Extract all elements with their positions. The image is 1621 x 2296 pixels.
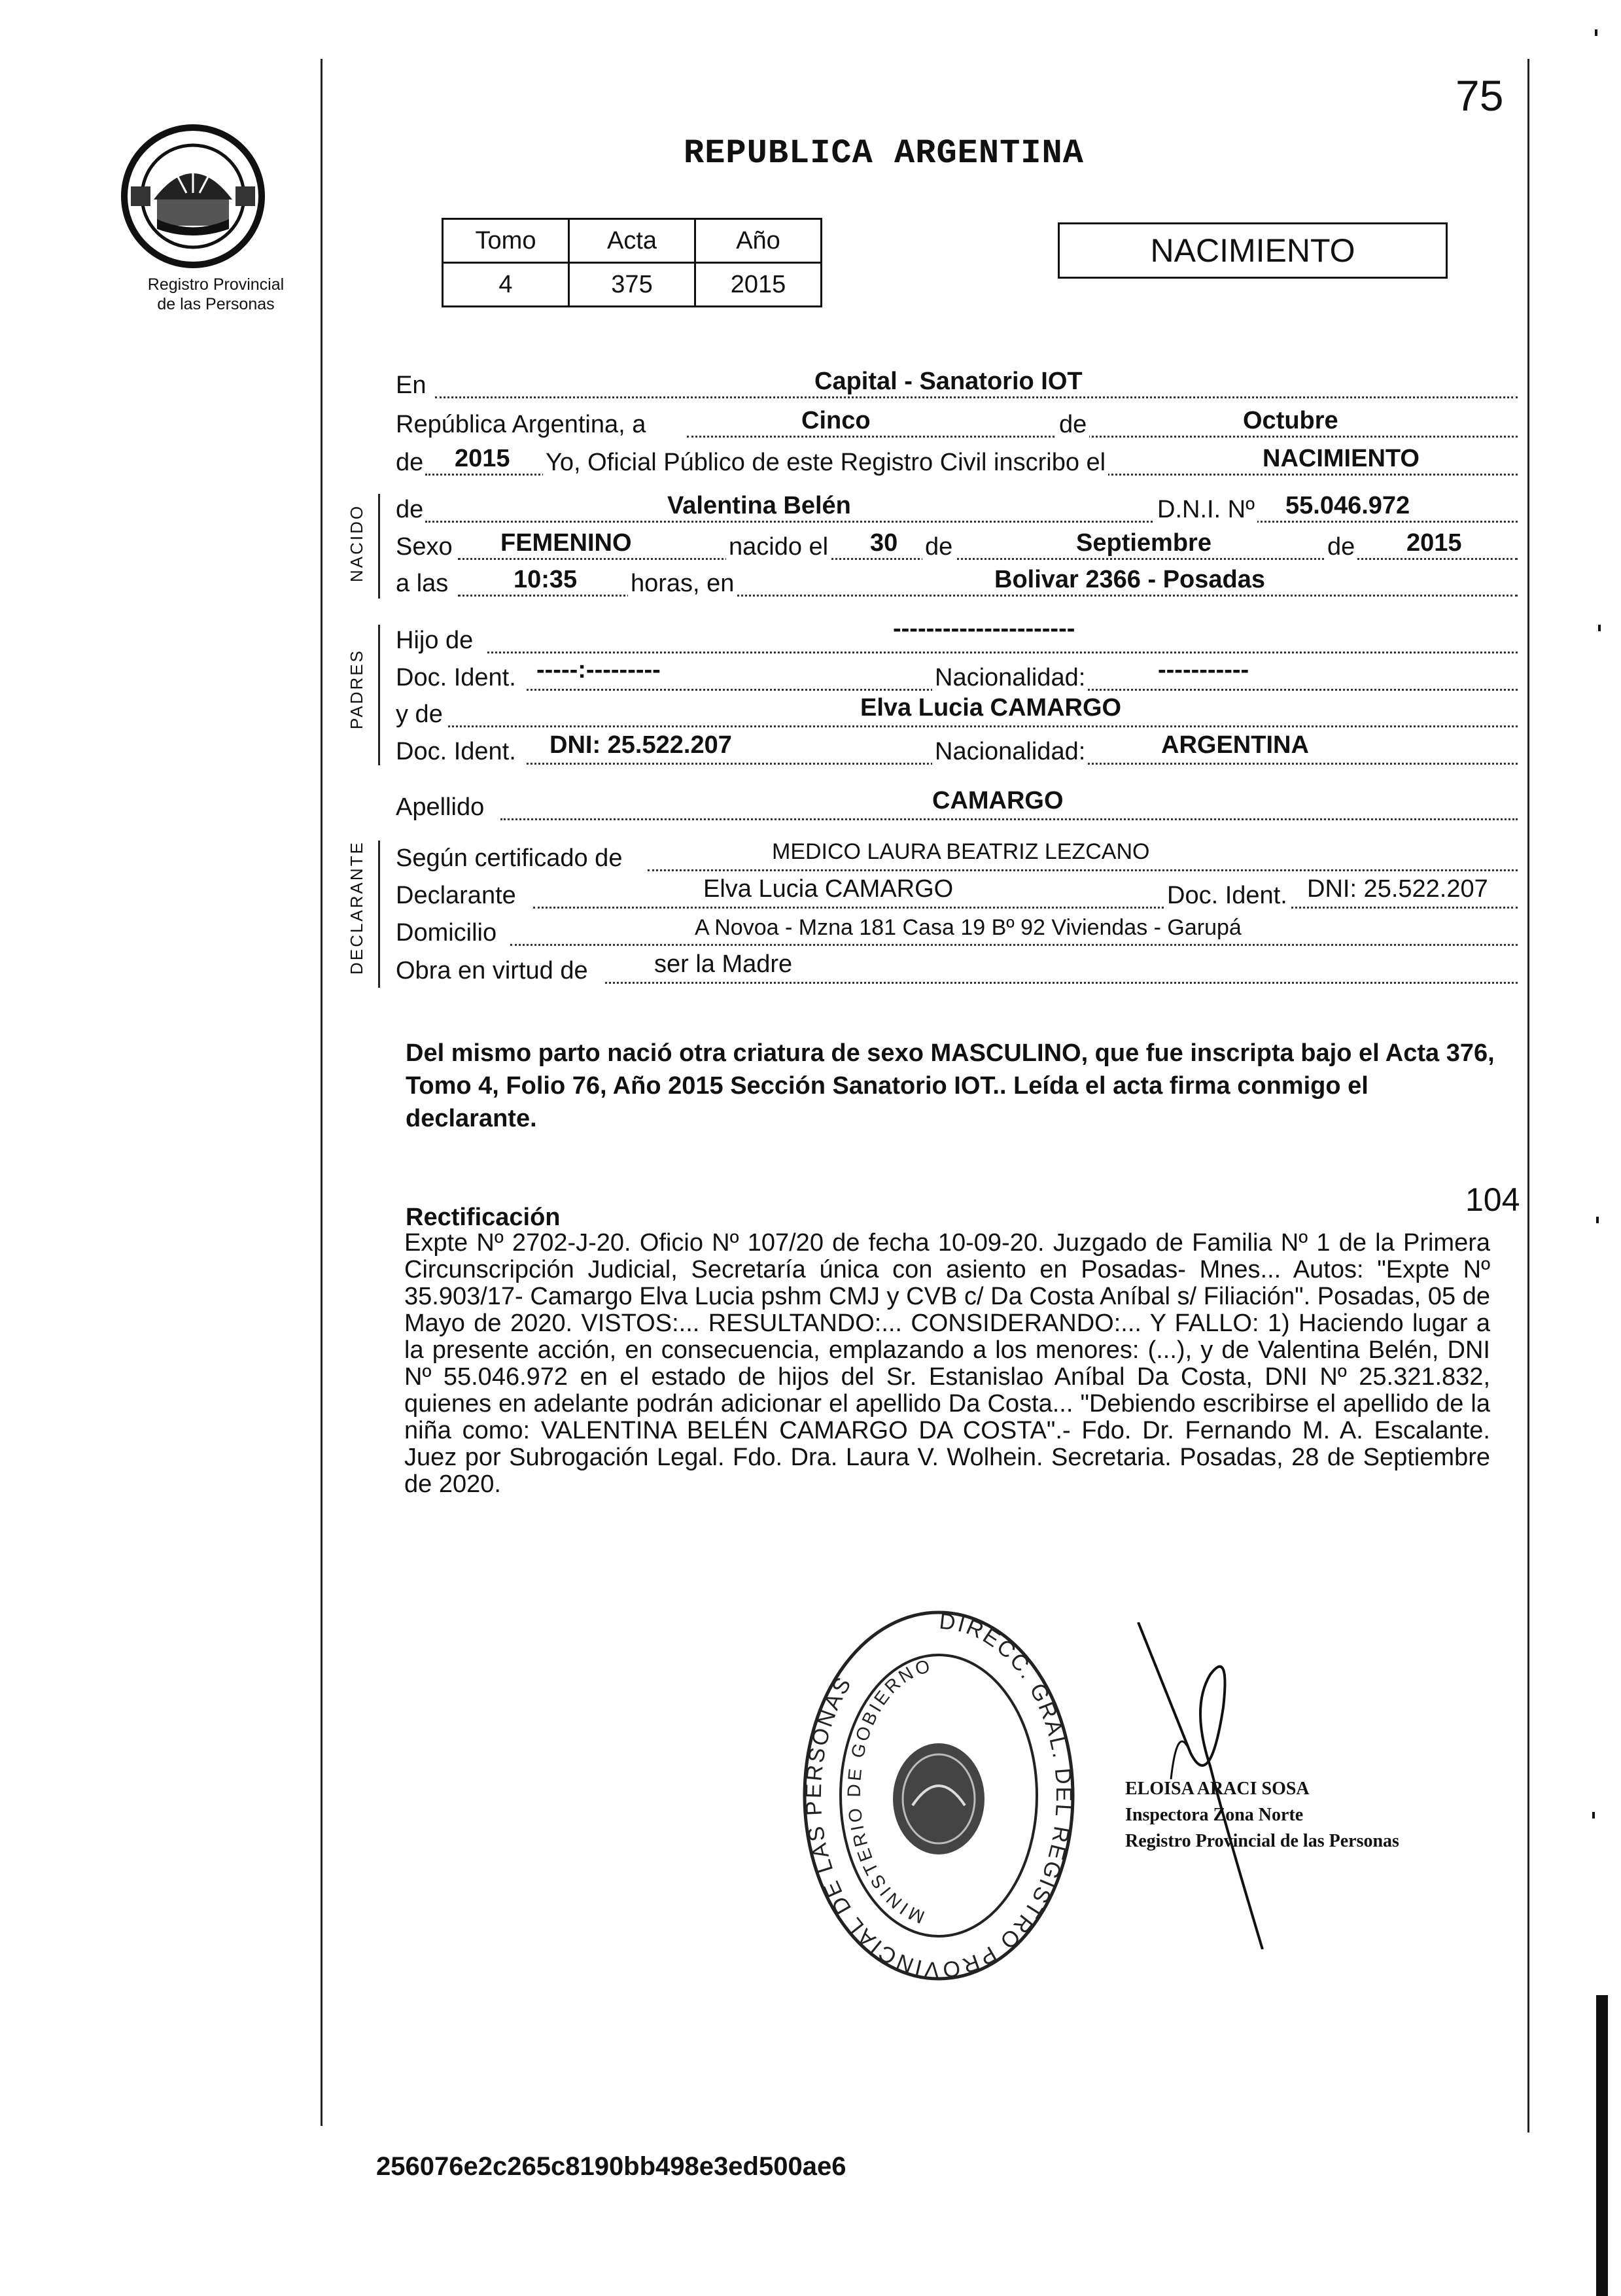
label-doc-ident-1: Doc. Ident. [396, 664, 516, 691]
value-nacido-anio: 2015 [1406, 529, 1462, 557]
registry-logo [118, 121, 314, 314]
section-label-padres: PADRES [347, 649, 366, 729]
stamp-ring-text: DIRECC. GRAL. DEL REGISTRO PROVINCIAL DE LAS PERSONAS [801, 1609, 1076, 1983]
value-lugar-nacimiento: Bolivar 2366 - Posadas [994, 566, 1265, 593]
row-hijo-de [396, 615, 1518, 657]
value-nombre: Valentina Belén [667, 492, 851, 519]
label-dni: D.N.I. Nº [1155, 496, 1257, 524]
label-domicilio: Domicilio [396, 919, 497, 947]
rectificacion-body: Expte Nº 2702-J-20. Oficio Nº 107/20 de fecha 10-09-20. Juzgado de Familia Nº 1 de la Primera Circunscripción Judicial, Secretaría única con asiento en Posadas- Mnes... Autos: "Expte Nº 35.903/17- Camargo Elva Lucia pshm CMJ y CVB c/ Da Costa Aníbal s/ Filiación". Posadas, 05 de Mayo de 2020. VISTOS:... RESULTANDO:... CONSIDERANDO:... Y FALLO: 1) Haciendo lugar a la presente acción, en consecuencia, emplazando a los menores: (...), y de Valentina Belén, DNI Nº 55.046.972 en el estado de hijos del Sr. Estanislao Aníbal Da Costa, DNI Nº 25.321.832, quienes en adelante podrán adicionar el apellido Da Costa... "Debiendo escribirse el apellido de la niña como: VALENTINA BELÉN CAMARGO DA COSTA".- Fdo. Dr. Fernando M. A. Escalante. Juez por Subrogación Legal. Fdo. Dra. Laura V. Wolhein. Secretaria. Posadas, 28 de Septiembre de 2020. [404, 1229, 1490, 1498]
signature-block [1125, 1776, 1399, 1854]
value-doc-ident-madre: DNI: 25.522.207 [549, 731, 732, 759]
value-nacido-dia: 30 [870, 529, 898, 557]
right-margin-line [1527, 59, 1529, 2132]
signer-role: Inspectora Zona Norte [1125, 1805, 1304, 1825]
label-doc-ident-declarante: Doc. Ident. [1164, 882, 1290, 910]
section-label-nacido: NACIDO [347, 504, 366, 582]
label-oficial: Yo, Oficial Público de este Registro Civil inscribo el [543, 449, 1108, 477]
page-number: 75 [1455, 71, 1504, 120]
label-nacionalidad-2: Nacionalidad: [932, 738, 1088, 766]
label-republica: República Argentina, a [396, 411, 646, 438]
logo-text-line-2: de las Personas [157, 295, 275, 313]
row-obra [396, 950, 1518, 988]
table-header-acta: Acta [569, 219, 695, 263]
scan-dot [1596, 1217, 1599, 1223]
document-title: REPUBLICA ARGENTINA [684, 134, 1084, 173]
row-doc-ident-madre [396, 731, 1518, 769]
nacido-bar [378, 494, 380, 599]
scan-dot [1595, 29, 1597, 36]
value-sexo: FEMENINO [500, 529, 632, 557]
row-oficial [396, 447, 1518, 479]
row-apellido [396, 787, 1518, 824]
padres-bar [378, 625, 380, 765]
value-nacido-mes: Septiembre [1076, 529, 1211, 557]
province-seal-icon [118, 121, 268, 271]
value-nacionalidad-padre: ----------- [1158, 656, 1249, 684]
left-margin-line [321, 59, 322, 2126]
label-certificado: Según certificado de [396, 844, 623, 872]
row-hora [396, 568, 1518, 600]
value-anio: 2015 [455, 445, 510, 472]
label-de-nombre: de [396, 496, 424, 523]
label-y-de: y de [396, 701, 443, 728]
value-hora: 10:35 [514, 566, 578, 593]
value-domicilio: A Novoa - Mzna 181 Casa 19 Bº 92 Viviendas - Garupá [695, 915, 1242, 940]
scan-dot [1598, 625, 1601, 631]
row-domicilio [396, 917, 1518, 950]
logo-text-line-1: Registro Provincial [147, 275, 285, 294]
label-hijo-de: Hijo de [396, 627, 474, 654]
table-value-acta: 375 [569, 263, 695, 307]
value-nacionalidad-madre: ARGENTINA [1161, 731, 1309, 759]
label-sexo: Sexo [396, 533, 453, 561]
scan-edge-mark [1596, 1995, 1608, 2296]
label-nacionalidad-1: Nacionalidad: [932, 664, 1088, 692]
value-madre: Elva Lucia CAMARGO [860, 694, 1122, 722]
label-de-nacido-mes: de [922, 533, 955, 561]
row-nombre [396, 494, 1518, 527]
label-doc-ident-2: Doc. Ident. [396, 738, 516, 765]
value-mes: Octubre [1243, 407, 1338, 434]
value-inscribo: NACIMIENTO [1263, 445, 1420, 472]
label-horas-en: horas, en [628, 570, 737, 598]
section-label-declarante: DECLARANTE [347, 841, 366, 975]
label-en: En [396, 372, 427, 399]
label-a-las: a las [396, 570, 449, 597]
row-y-de [396, 694, 1518, 731]
value-apellido: CAMARGO [932, 787, 1064, 814]
scan-dot [1592, 1812, 1595, 1818]
value-doc-ident-padre: -----:--------- [536, 656, 661, 684]
row-sexo [396, 531, 1518, 564]
table-header-tomo: Tomo [443, 219, 569, 263]
note-paragraph: Del mismo parto nació otra criatura de sexo MASCULINO, que fue inscripta bajo el Acta 376, Tomo 4, Folio 76, Año 2015 Sección Sanatorio IOT.. Leída el acta firma conmigo el declarante. [406, 1039, 1495, 1132]
record-table [442, 218, 822, 307]
signer-name: ELOISA ARACI SOSA [1125, 1779, 1310, 1799]
label-declarante: Declarante [396, 882, 516, 909]
signer-org: Registro Provincial de las Personas [1125, 1831, 1399, 1851]
value-padre: ---------------------- [893, 615, 1075, 642]
value-lugar-inscripcion: Capital - Sanatorio IOT [814, 368, 1083, 395]
rectificacion-number: 104 [1465, 1181, 1520, 1218]
label-obra: Obra en virtud de [396, 957, 588, 984]
label-apellido: Apellido [396, 793, 485, 821]
value-obra: ser la Madre [654, 950, 793, 978]
row-declarante [396, 875, 1518, 913]
table-header-anio: Año [695, 219, 822, 263]
row-fecha-inscripcion [396, 409, 1518, 442]
label-nacido-el: nacido el [726, 533, 831, 561]
rectificacion-title: Rectificación [406, 1204, 561, 1231]
table-value-tomo: 4 [443, 263, 569, 307]
value-dni: 55.046.972 [1285, 492, 1410, 519]
value-certificado: MEDICO LAURA BEATRIZ LEZCANO [772, 839, 1150, 864]
value-declarante: Elva Lucia CAMARGO [703, 875, 954, 903]
official-stamp-icon [795, 1603, 1083, 1989]
row-doc-ident-padre [396, 656, 1518, 695]
table-value-anio: 2015 [695, 263, 822, 307]
label-de-mes: de [1056, 411, 1089, 439]
stamp-inner-text: MINISTERIO DE GOBIERNO [843, 1655, 935, 1928]
label-de-nacido-anio: de [1325, 533, 1357, 561]
row-certificado [396, 839, 1518, 875]
record-type-box: NACIMIENTO [1058, 222, 1448, 279]
value-dia: Cinco [801, 407, 871, 434]
declarante-bar [378, 841, 380, 988]
label-de-anio: de [396, 449, 424, 476]
value-doc-ident-declarante: DNI: 25.522.207 [1307, 875, 1488, 903]
document-hash: 256076e2c265c8190bb498e3ed500ae6 [376, 2152, 846, 2181]
row-en [396, 370, 1518, 402]
